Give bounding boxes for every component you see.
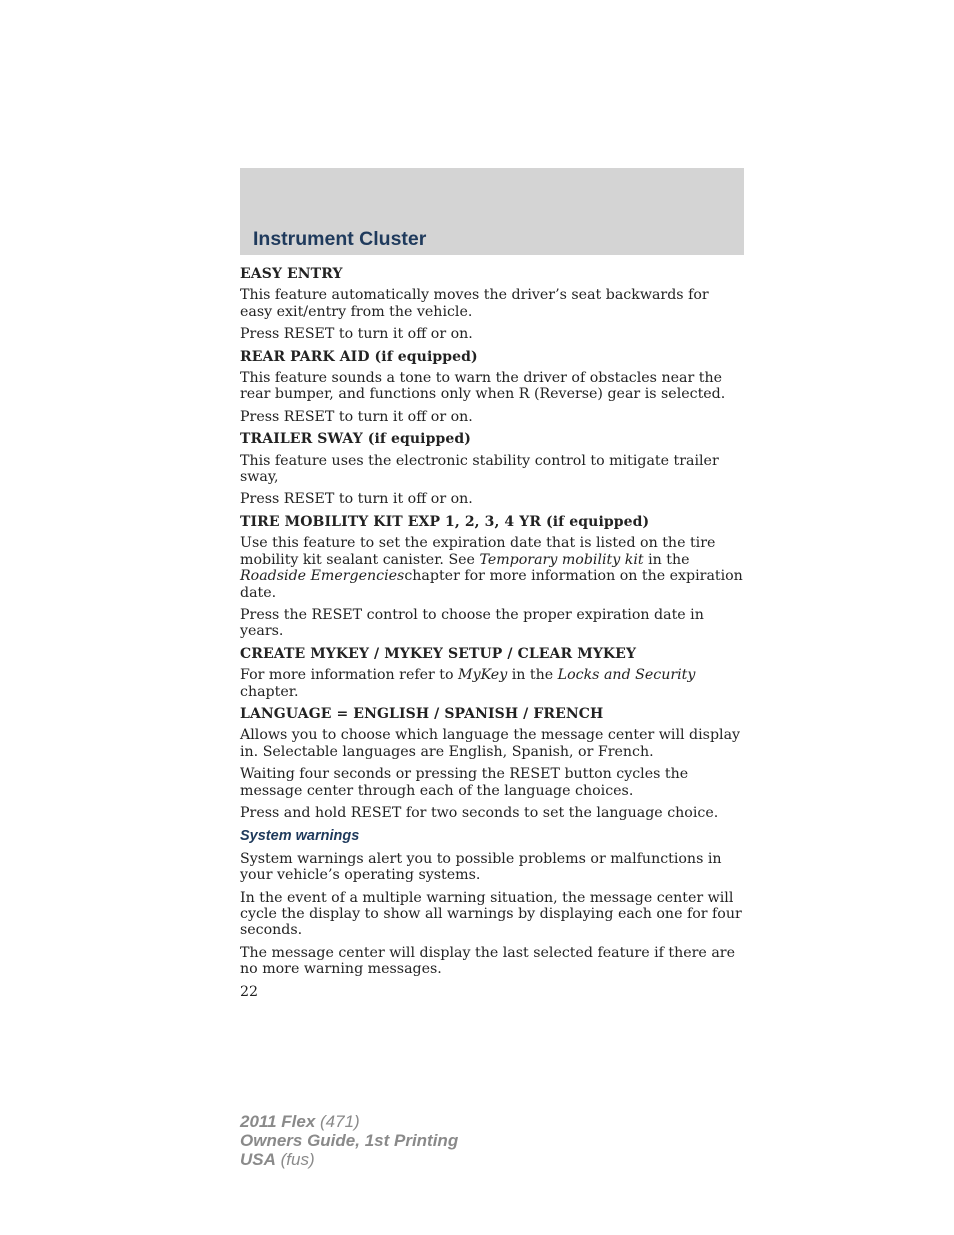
subsection-heading-system-warnings: System warnings (240, 828, 360, 845)
section-heading-trailer-sway: TRAILER SWAY (if equipped) (240, 431, 471, 448)
footer-line (240, 1150, 458, 1169)
paragraph: This feature sounds a tone to warn the driver of obstacles near the rear bumper, and functions only when R (Reverse) gear is selected. (240, 370, 726, 403)
paragraph: Press RESET to turn it off or on. (240, 408, 473, 425)
text-run: Use this feature to set the expiration date that is listed on the tire mobility kit sealant canister. See (240, 535, 716, 568)
footer-model: 2011 Flex (240, 1112, 316, 1131)
cross-reference: Locks and Security (557, 667, 696, 684)
paragraph: Press and hold RESET for two seconds to set the language choice. (240, 804, 719, 821)
text-run: in the (507, 667, 558, 684)
page-number: 22 (240, 983, 259, 1000)
footer-line (240, 1131, 458, 1150)
cross-reference: MyKey (458, 667, 508, 684)
paragraph: This feature uses the electronic stability control to mitigate trailer sway, (240, 452, 719, 486)
paragraph: Allows you to choose which language the message center will display in. Selectable languages are English, Spanish, or French. (240, 727, 741, 760)
paragraph: This feature automatically moves the driver’s seat backwards for easy exit/entry from the vehicle. (240, 287, 709, 320)
paragraph: Waiting four seconds or pressing the RESET button cycles the message center through each of the language choices. (240, 766, 689, 799)
paragraph: Press the RESET control to choose the proper expiration date in years. (240, 606, 704, 640)
footer-edition: Owners Guide, 1st Printing (240, 1131, 459, 1150)
paragraph (240, 535, 744, 601)
footer-line (240, 1112, 458, 1131)
paragraph: The message center will display the last selected feature if there are no more warning messages. (240, 944, 735, 978)
document-footer (240, 1112, 458, 1169)
section-heading-tire-mobility-kit: TIRE MOBILITY KIT EXP 1, 2, 3, 4 YR (if equipped) (240, 513, 650, 530)
footer-code: (471) (315, 1112, 360, 1131)
cross-reference: Roadside Emergencies (240, 568, 405, 585)
footer-market: USA (240, 1150, 276, 1169)
paragraph: Press RESET to turn it off or on. (240, 326, 473, 343)
paragraph (240, 667, 744, 700)
section-heading-mykey: CREATE MYKEY / MYKEY SETUP / CLEAR MYKEY (240, 645, 637, 662)
text-run: in the (643, 551, 690, 568)
section-heading-easy-entry: EASY ENTRY (240, 266, 343, 282)
paragraph: In the event of a multiple warning situation, the message center will cycle the display to show all warnings by displaying each one for four seconds. (240, 889, 742, 939)
text-run: chapter for more information on the expiration date. (240, 568, 743, 601)
text-run: chapter. (240, 683, 299, 700)
paragraph: System warnings alert you to possible problems or malfunctions in your vehicle’s operating systems. (240, 850, 722, 884)
section-heading-language: LANGUAGE = ENGLISH / SPANISH / FRENCH (240, 705, 604, 722)
footer-market-code: (fus) (275, 1150, 315, 1169)
paragraph: Press RESET to turn it off or on. (240, 491, 473, 508)
cross-reference: Temporary mobility kit (479, 551, 644, 568)
page-content (240, 266, 744, 1000)
chapter-title: Instrument Cluster (253, 228, 427, 250)
text-run: For more information refer to (240, 667, 459, 684)
chapter-header (240, 168, 744, 255)
section-heading-rear-park-aid: REAR PARK AID (if equipped) (240, 348, 478, 365)
